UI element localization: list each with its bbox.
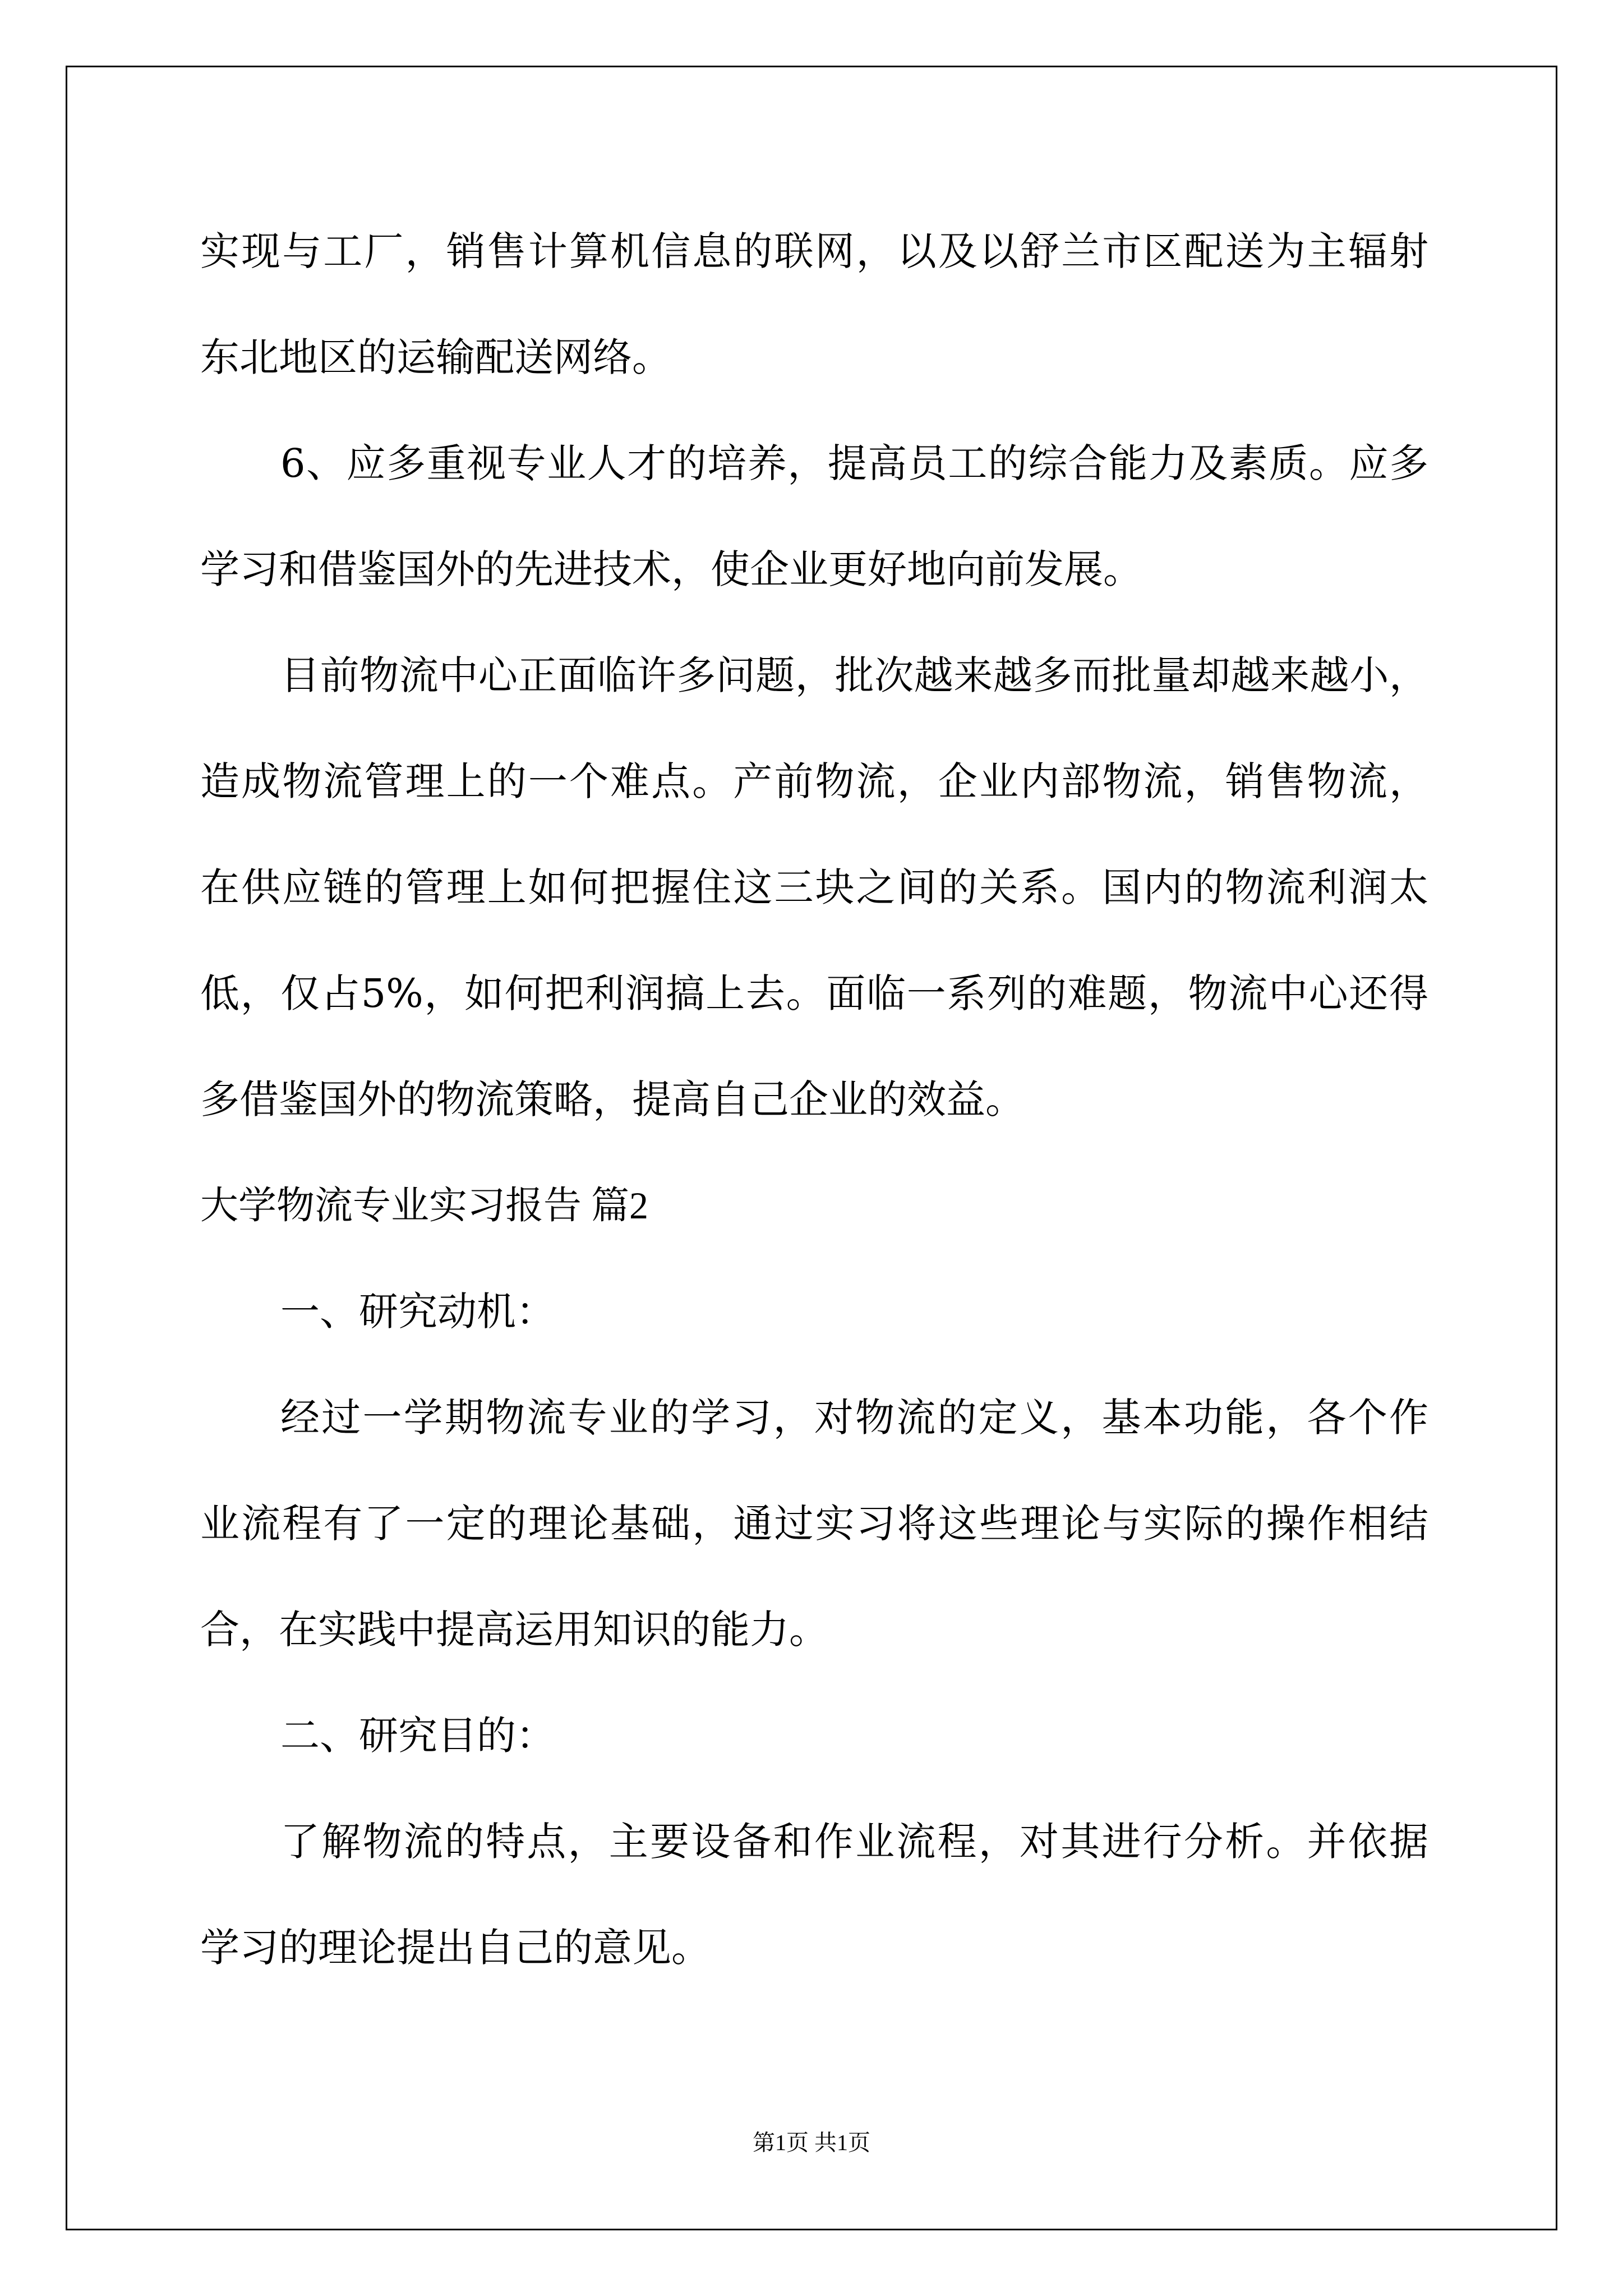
body-text-line: 在供应链的管理上如何把握住这三块之间的关系。国内的物流利润太 [200, 864, 1428, 910]
body-text-line: 目前物流中心正面临许多问题，批次越来越多而批量却越来越小， [280, 652, 1428, 698]
body-text-line: 了解物流的特点，主要设备和作业流程，对其进行分析。并依据 [280, 1819, 1428, 1865]
body-text-line: 学习和借鉴国外的先进技术，使企业更好地向前发展。 [200, 546, 1142, 592]
body-text-line: 业流程有了一定的理论基础，通过实习将这些理论与实际的操作相结 [200, 1501, 1428, 1547]
body-text-line: 实现与工厂，销售计算机信息的联网，以及以舒兰市区配送为主辐射 [200, 228, 1428, 274]
body-text-line: 学习的理论提出自己的意见。 [200, 1925, 711, 1971]
page-footer: 第1页 共1页 [753, 2130, 870, 2155]
purpose-subheading: 二、研究目的： [280, 1713, 555, 1759]
motive-subheading: 一、研究动机： [280, 1289, 555, 1335]
body-text-line: 低，仅占5%，如何把利润搞上去。面临一系列的难题，物流中心还得 [200, 970, 1428, 1016]
body-text-line: 合，在实践中提高运用知识的能力。 [200, 1607, 828, 1653]
body-text-line: 经过一学期物流专业的学习，对物流的定义，基本功能，各个作 [280, 1395, 1428, 1441]
body-text-line: 6、应多重视专业人才的培养，提高员工的综合能力及素质。应多 [280, 440, 1428, 486]
body-text-line: 多借鉴国外的物流策略，提高自己企业的效益。 [200, 1076, 1025, 1122]
section-heading: 大学物流专业实习报告 篇2 [200, 1184, 649, 1227]
body-text-line: 东北地区的运输配送网络。 [200, 334, 671, 380]
document-body [200, 199, 1428, 2001]
body-text-line: 造成物流管理上的一个难点。产前物流，企业内部物流，销售物流， [200, 758, 1428, 804]
